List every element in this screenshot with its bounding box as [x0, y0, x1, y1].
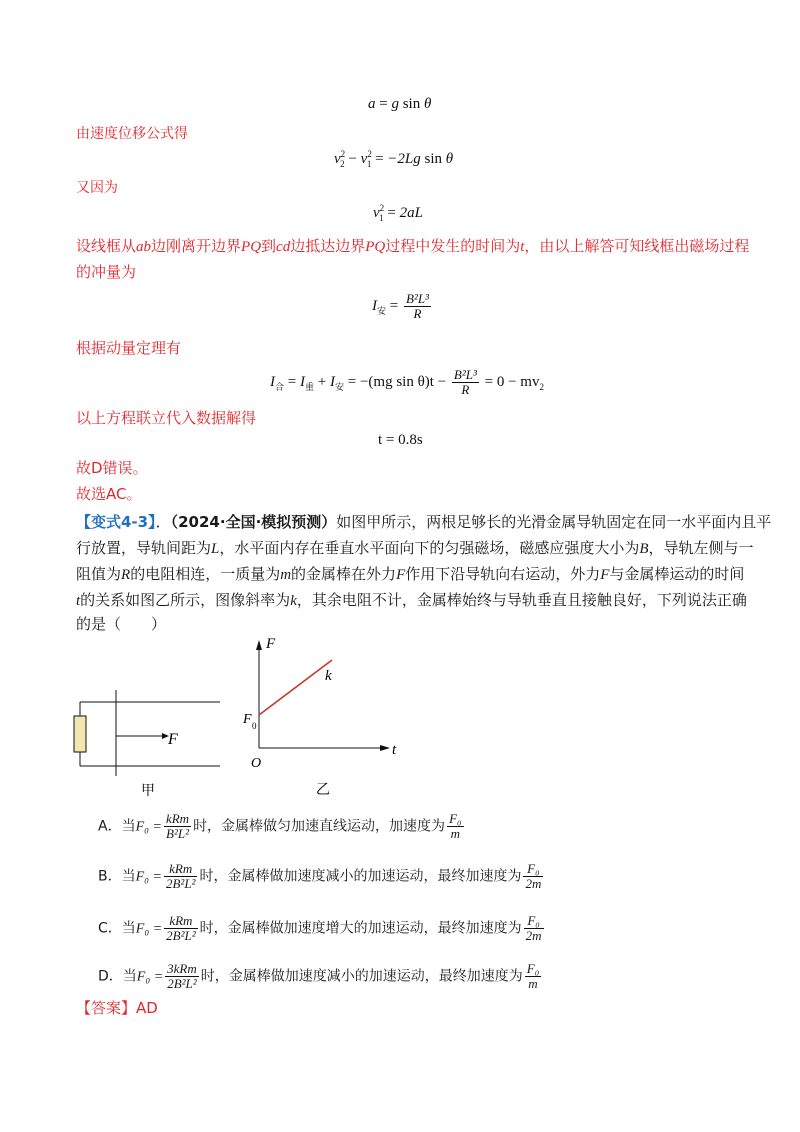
fraction [524, 914, 544, 943]
fraction-denominator: m [525, 976, 541, 991]
graph-y-label: F [266, 636, 276, 652]
text-run: 过程中发生的时间为 [385, 237, 521, 255]
graph-intercept-sub: 0 [252, 721, 257, 731]
eq-symbol: I [329, 373, 335, 390]
fraction-denominator: B²L² [164, 826, 191, 841]
equation-velocity: $v^2_2 - v^2_1 = -2Lg$ sin θ [334, 149, 454, 169]
math-var: F [396, 567, 406, 583]
fraction [404, 292, 431, 321]
solution-step-text: 又因为 [76, 180, 118, 196]
math-var: ab [136, 239, 152, 255]
eq-sup: 2 [367, 149, 372, 159]
option-lhs: F₀ = [136, 969, 164, 985]
fraction-numerator: B²L³ [405, 291, 429, 306]
fraction [523, 862, 543, 891]
eq-symbol: I [270, 373, 275, 390]
option-row[interactable] [98, 812, 466, 841]
fraction-numerator: B²L³ [453, 367, 477, 382]
answer-label: 【答案】 [76, 999, 137, 1017]
figure-label-yi: 乙 [316, 782, 330, 798]
text-run: ，导轨左侧与一 [648, 539, 754, 557]
conclusion-line: 故D错误。 [76, 459, 148, 477]
eq-sub: 1 [379, 213, 384, 223]
figure-diagrams [70, 630, 410, 800]
text-run: ，其余电阻不计，金属棒始终与导轨垂直且接触良好，下列说法正确 [296, 591, 747, 609]
math-var: R [121, 567, 131, 583]
graph-intercept-label: F [243, 712, 252, 727]
text-run: 阻值为 [76, 565, 122, 583]
option-pre: 当 [121, 868, 136, 885]
graph-slope-label: k [325, 668, 332, 684]
question-line: 的是（ ） [76, 615, 167, 633]
option-text: 时，金属棒做匀加速直线运动，加速度为 [193, 818, 446, 835]
fraction-numerator: 3kRm [167, 961, 197, 976]
eq-symbol: θ [423, 96, 432, 112]
fraction-numerator: kRm [169, 861, 193, 876]
fraction-denominator: m [447, 826, 463, 841]
eq-sub: 安 [334, 381, 344, 392]
eq-rhs: 2aL [399, 205, 423, 221]
option-pre: 当 [122, 968, 137, 985]
fraction-denominator: R [452, 382, 479, 397]
math-var: cd [276, 239, 291, 255]
eq-tail: = 0 − mv [484, 373, 540, 390]
fraction [165, 962, 199, 991]
fraction-numerator: F₀ [449, 811, 462, 826]
text-run: 作用下沿导轨向右运动，外力 [405, 565, 601, 583]
fraction [164, 862, 197, 891]
option-text: 时，金属棒做加速度减小的加速运动，最终加速度为 [199, 868, 522, 885]
math-var: t [76, 593, 81, 609]
question-line [76, 564, 744, 585]
eq-sub: 安 [377, 305, 387, 316]
fraction-numerator: F₀ [527, 913, 540, 928]
conclusion-line: 故选AC。 [76, 485, 142, 503]
eq-sub: 1 [366, 159, 372, 169]
resistor-icon [74, 716, 86, 752]
figure-label-jia: 甲 [141, 783, 155, 799]
solution-step-text: 根据动量定理有 [76, 339, 182, 357]
text-run: 设线框从 [76, 237, 137, 255]
eq-sub: 2 [340, 159, 345, 169]
text-run: 到 [261, 237, 277, 255]
eq-func: sin [424, 151, 443, 167]
option-row[interactable] [98, 862, 545, 891]
text-run: 如图甲所示，两根足够长的光滑金属导轨固定在同一水平面内且平 [336, 513, 772, 531]
eq-middle: = −(mg sin θ)t − [347, 373, 447, 390]
option-pre: 当 [121, 818, 136, 835]
text-run: 的金属棒在外力 [291, 565, 397, 583]
solution-step-text: 由速度位移公式得 [76, 126, 188, 142]
fraction [164, 914, 197, 943]
eq-symbol: I [372, 297, 377, 314]
text-run: ，水平面内存在垂直水平面向下的匀强磁场，磁感应强度大小为 [219, 539, 640, 557]
question-line [76, 538, 754, 559]
graph-line [259, 660, 332, 715]
option-letter: D． [98, 968, 123, 985]
fraction-denominator: 2B²L² [166, 928, 196, 943]
solution-step-text: 以上方程联立代入数据解得 [76, 409, 257, 427]
option-row[interactable] [98, 962, 543, 991]
arrow-head-icon [256, 640, 262, 650]
option-letter: A． [98, 818, 122, 835]
equation-time: t = 0.8s [378, 432, 423, 448]
eq-sub: 重 [304, 381, 314, 392]
equation-acceleration: a = g sin θ [368, 96, 432, 112]
fraction [452, 368, 479, 397]
solution-step-line: 的冲量为 [76, 263, 137, 281]
eq-sup: 2 [379, 203, 385, 213]
eq-symbol: v [360, 151, 368, 167]
text-run: 的电阻相连，一质量为 [130, 565, 281, 583]
fraction-numerator: F₀ [526, 961, 540, 976]
eq-sup: 2 [340, 149, 346, 159]
question-source: （2024·全国·模拟预测） [170, 513, 337, 531]
text-run: 行放置，导轨间距为 [76, 539, 212, 557]
question-line [76, 590, 747, 611]
eq-symbol: v [373, 205, 380, 221]
arrow-head-icon [380, 745, 390, 751]
eq-symbol: v [334, 151, 341, 167]
option-pre: 当 [121, 920, 136, 937]
answer-line [76, 998, 158, 1018]
option-row[interactable] [98, 914, 546, 943]
eq-sub: 合 [275, 381, 285, 392]
question-tag: 【变式4-3】 [76, 513, 156, 531]
text-run: 的关系如图乙所示，图像斜率为 [80, 591, 291, 609]
text-run: ，由以上解答可知线框出磁场过程 [524, 237, 750, 255]
math-var: B [639, 541, 649, 557]
eq-symbol: g [391, 96, 399, 112]
math-var: k [290, 593, 297, 609]
question-line: 【变式4-3】．（2024·全国·模拟预测）如图甲所示，两根足够长的光滑金属导轨固定在同一水平面内且平 [76, 513, 772, 531]
option-text: 时，金属棒做加速度减小的加速运动，最终加速度为 [200, 968, 523, 985]
force-label: F [168, 731, 178, 748]
fraction-denominator: R [404, 306, 431, 321]
eq-symbol: θ [445, 151, 454, 167]
text-run: 与金属棒运动的时间 [609, 565, 745, 583]
fraction [525, 962, 541, 991]
eq-rhs: −2Lg [387, 151, 421, 167]
solution-step-line [76, 236, 749, 257]
option-lhs: F₀ = [135, 869, 162, 885]
eq-func: sin [402, 96, 421, 112]
option-lhs: F₀ = [135, 921, 163, 937]
math-var: PQ [365, 239, 386, 255]
text-run: 边刚离开边界 [151, 237, 242, 255]
option-letter: B． [98, 868, 122, 885]
fraction-denominator: 2m [525, 876, 542, 891]
equation-v1: $v^2_1 = 2aL$ [373, 203, 423, 223]
math-var: PQ [241, 239, 262, 255]
eq-symbol: I [299, 373, 305, 390]
option-letter: C． [98, 920, 122, 937]
fraction [164, 812, 191, 841]
fraction-numerator: kRm [169, 913, 193, 928]
eq-symbol: a [368, 96, 376, 112]
math-var: L [211, 541, 220, 557]
fraction [447, 812, 463, 841]
equation-impulse: $I_安$ = $\frac{\text{B²L³}}{R}$ [372, 291, 429, 321]
option-lhs: F₀ = [135, 819, 162, 835]
math-var: F [600, 567, 610, 583]
fraction-denominator: 2m [525, 928, 542, 943]
graph-x-label: t [392, 742, 397, 758]
fraction-denominator: 2B²L² [165, 976, 199, 991]
text-run: 边抵达边界 [290, 237, 366, 255]
option-text: 时，金属棒做加速度增大的加速运动，最终加速度为 [199, 920, 522, 937]
math-var: t [520, 239, 525, 255]
eq-sub: 2 [539, 381, 544, 392]
math-var: m [280, 567, 292, 583]
fraction-numerator: F₀ [527, 861, 540, 876]
fraction-numerator: kRm [165, 811, 190, 826]
fraction-denominator: 2B²L² [165, 876, 196, 891]
graph-origin-label: O [251, 756, 262, 771]
answer-value: AD [136, 999, 158, 1017]
equation-momentum: $I_合 = I_重 + I_安 = -(mg$ sin θ)t − $\frac{\text{B²L³}}{R}$ = $0 - mv_2$ [270, 367, 544, 397]
